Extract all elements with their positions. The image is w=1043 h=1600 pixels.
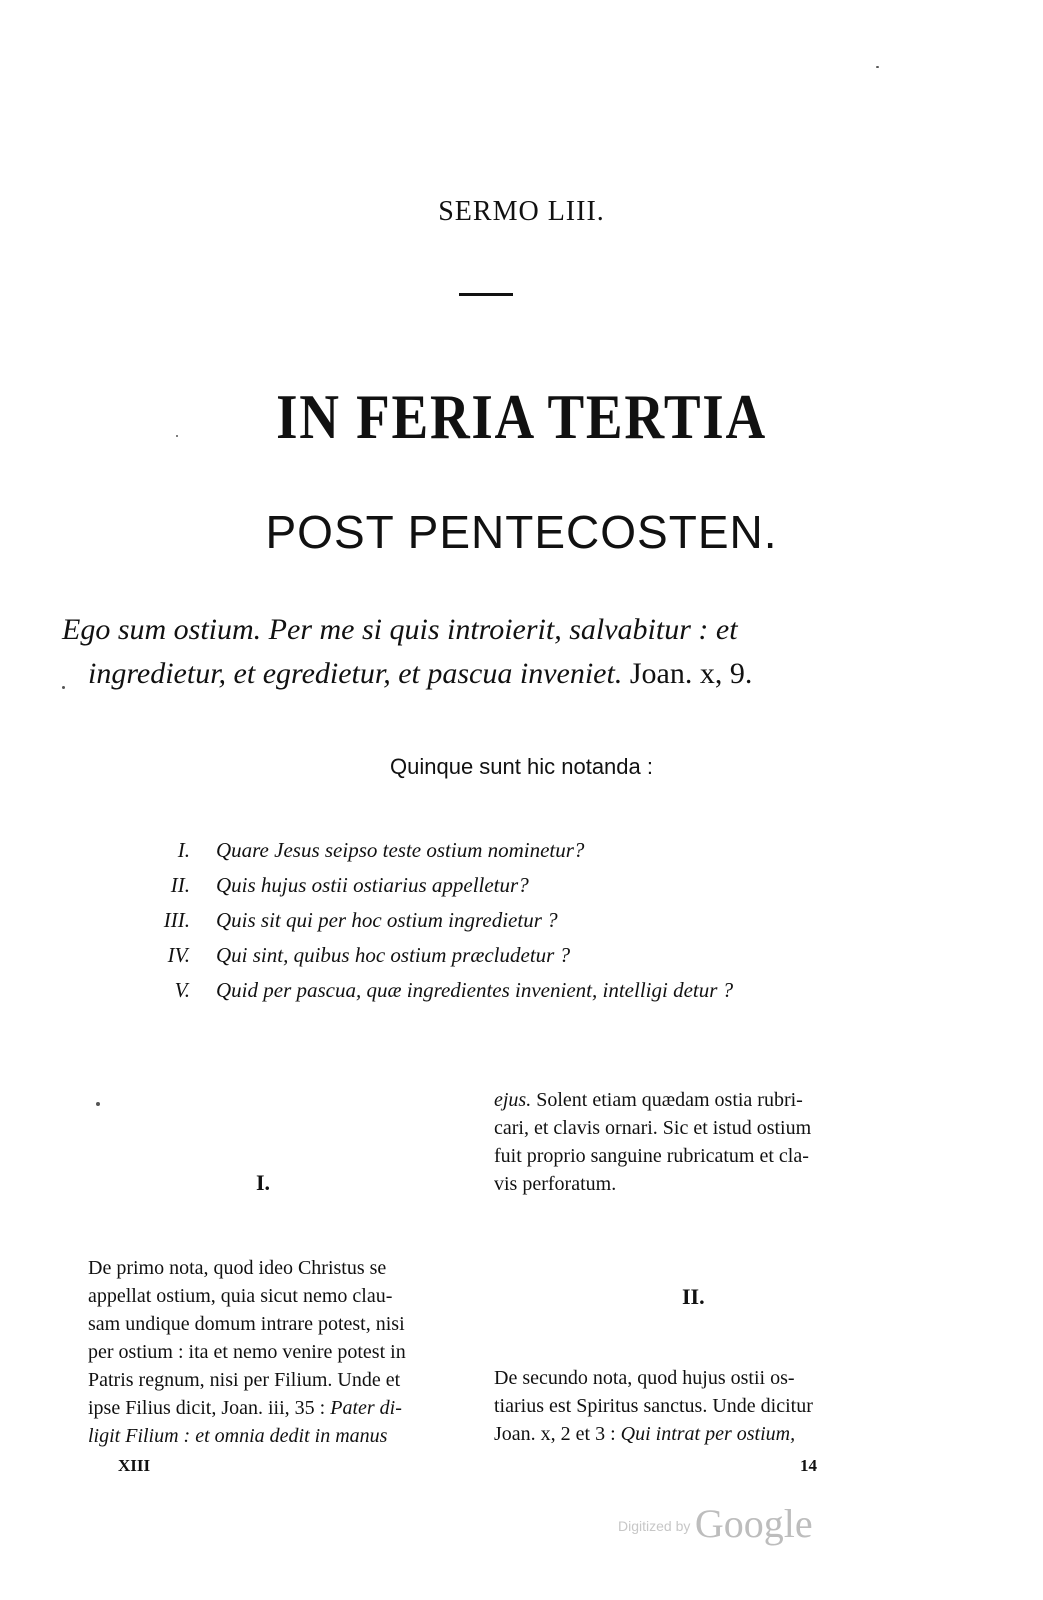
digitized-watermark: [618, 1500, 813, 1547]
right-column-para-1: [494, 1086, 898, 1198]
question-number: II.: [170, 873, 190, 897]
question-number: V.: [174, 978, 190, 1002]
question-text: Quid per pascua, quæ ingredientes invenient, intelligi detur ?: [216, 978, 734, 1002]
watermark-logo-text: Google: [694, 1501, 813, 1546]
epigraph-line-2: [62, 652, 902, 696]
question-number: I.: [177, 838, 190, 862]
right-line: tiarius est Spiritus sanctus. Unde dicitur: [494, 1395, 813, 1417]
title-divider: [459, 293, 513, 296]
question-number: III.: [163, 908, 190, 932]
questions-list: [150, 838, 870, 1013]
question-number: IV.: [167, 943, 190, 967]
scan-speck: [96, 1102, 100, 1106]
page-number: 14: [800, 1456, 817, 1475]
right-line: cari, et clavis ornari. Sic et istud ostium: [494, 1117, 812, 1139]
scan-speck: [62, 686, 65, 689]
epigraph: [62, 608, 902, 696]
left-line-plain: ipse Filius dicit, Joan. iii, 35 :: [88, 1397, 326, 1419]
title-line-1: IN FERIA TERTIA: [276, 381, 767, 452]
epigraph-reference: Joan. x, 9.: [629, 657, 753, 690]
question-text: Quare Jesus seipso teste ostium nominetur?: [216, 838, 585, 862]
right-line: vis perforatum.: [494, 1173, 617, 1195]
question-item: [150, 943, 870, 978]
left-line: ligit Filium : et omnia dedit in manus: [88, 1425, 388, 1447]
left-line-italic: Pater di-: [330, 1397, 402, 1419]
question-item: [150, 978, 870, 1013]
question-text: Quis sit qui per hoc ostium ingredietur ?: [216, 908, 558, 932]
intro-text: Quinque sunt hic notanda :: [390, 754, 653, 779]
right-column-para-2: [494, 1364, 898, 1448]
signature-mark: XIII: [118, 1456, 151, 1475]
left-line: De primo nota, quod ideo Christus se: [88, 1257, 387, 1279]
right-line-plain: Solent etiam quædam ostia rubri-: [536, 1089, 803, 1111]
right-line-italic: ejus.: [494, 1089, 532, 1111]
right-line: De secundo nota, quod hujus ostii os-: [494, 1367, 795, 1389]
left-line: per ostium : ita et nemo venire potest in: [88, 1341, 406, 1363]
right-line-italic: Qui intrat per ostium,: [620, 1423, 796, 1445]
right-line: [494, 1086, 898, 1114]
scan-speck: [176, 435, 178, 437]
scan-speck: [876, 66, 879, 68]
question-item: [150, 908, 870, 943]
left-line: sam undique domum intrare potest, nisi: [88, 1313, 405, 1335]
watermark-small-text: Digitized by: [618, 1518, 691, 1534]
sermon-number: SERMO LIII.: [438, 196, 605, 227]
question-item: [150, 873, 870, 908]
left-line: [88, 1394, 468, 1422]
right-line: [494, 1420, 898, 1448]
left-line: appellat ostium, quia sicut nemo clau-: [88, 1285, 393, 1307]
question-item: [150, 838, 870, 873]
question-text: Qui sint, quibus hoc ostium præcludetur ?: [216, 943, 571, 967]
right-line-plain: Joan. x, 2 et 3 :: [494, 1423, 616, 1445]
right-line: fuit proprio sanguine rubricatum et cla-: [494, 1145, 809, 1167]
epigraph-line-2-text: ingredietur, et egredietur, et pascua inveniet.: [88, 657, 623, 690]
section-heading-2: II.: [682, 1284, 705, 1309]
question-text: Quis hujus ostii ostiarius appelletur?: [216, 873, 529, 897]
left-line: Patris regnum, nisi per Filium. Unde et: [88, 1369, 401, 1391]
epigraph-line-1: Ego sum ostium. Per me si quis introierit, salvabitur : et: [62, 613, 738, 646]
section-heading-1: I.: [256, 1170, 271, 1195]
title-line-2: POST PENTECOSTEN.: [265, 506, 778, 558]
left-column-text: [88, 1254, 468, 1450]
